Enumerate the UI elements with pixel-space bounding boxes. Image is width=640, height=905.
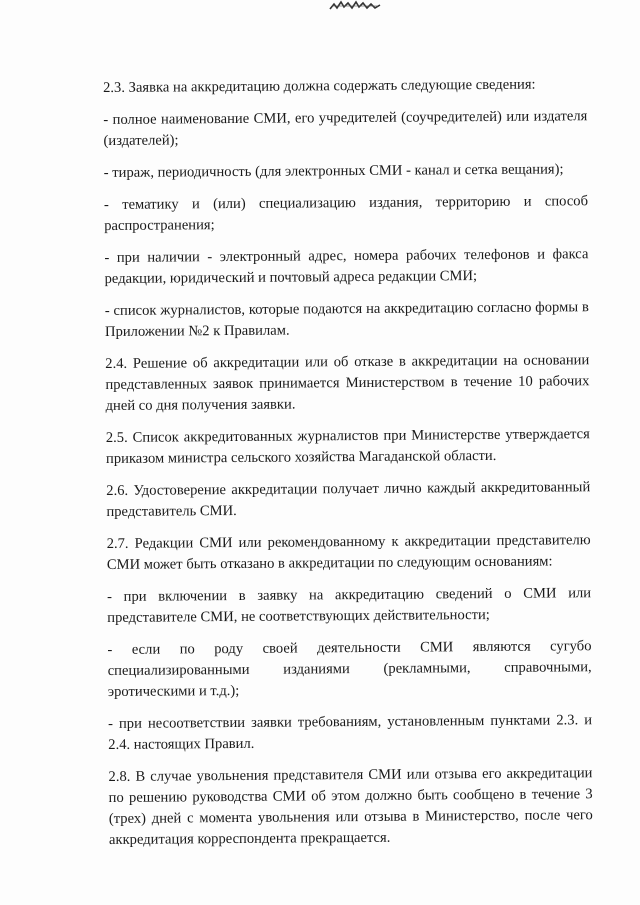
document-body — [103, 74, 593, 862]
list-item-specialized: - если по роду своей деятельности СМИ являются сугубо специализированными изданиями (рекламными, справочными, эротическими и т.д.); — [107, 638, 592, 700]
paragraph-2-4: 2.4. Решение об аккредитации или об отказе в аккредитации на основании представленных заявок принимается Министерством в течение 10 рабочих дней со дня получения заявки. — [105, 352, 590, 414]
list-item-subject: - тематику и (или) специализацию издания, территорию и способ распространения; — [103, 193, 589, 234]
list-item-journalists: - список журналистов, которые подаются на аккредитацию согласно формы в Приложении №2 к Правилам. — [104, 299, 589, 340]
paragraph-2-6: 2.6. Удостоверение аккредитации получает лично каждый аккредитованный представитель СМИ. — [106, 479, 591, 520]
paragraph-2-7: 2.7. Редакции СМИ или рекомендованному к аккредитации представителю СМИ может быть отказано в аккредитации по следующим основаниям: — [106, 532, 591, 573]
paragraph-2-5: 2.5. Список аккредитованных журналистов при Министерстве утверждается приказом министра сельского хозяйства Магаданской области. — [105, 426, 590, 467]
list-item-noncompliance: - при несоответствии заявки требованиям, установленным пунктами 2.3. и 2.4. настоящих Правил. — [108, 712, 593, 753]
stamp-mark-icon — [328, 0, 384, 12]
list-item-circulation: - тираж, периодичность (для электронных СМИ - канал и сетка вещания); — [103, 161, 564, 181]
paragraph-2-3: 2.3. Заявка на аккредитацию должна содержать следующие сведения: — [103, 76, 536, 96]
paragraph-2-8: 2.8. В случае увольнения представителя СМИ или отзыва его аккредитации по решению руководства СМИ об этом должно быть сообщено в течение 3 (трех) дней с момента увольнения или отзыва в Министерство, после чего аккредитация корреспондента прекращается. — [108, 765, 593, 848]
list-item-false-info: - при включении в заявку на аккредитацию сведений о СМИ или представителе СМИ, не соответствующих действительности; — [107, 585, 592, 626]
list-item-full-name: - полное наименование СМИ, его учредителей (соучредителей) или издателя (издателей); — [103, 108, 588, 149]
list-item-contacts: - при наличии - электронный адрес, номера рабочих телефонов и факса редакции, юридический и почтовый адреса редакции СМИ; — [104, 246, 589, 287]
